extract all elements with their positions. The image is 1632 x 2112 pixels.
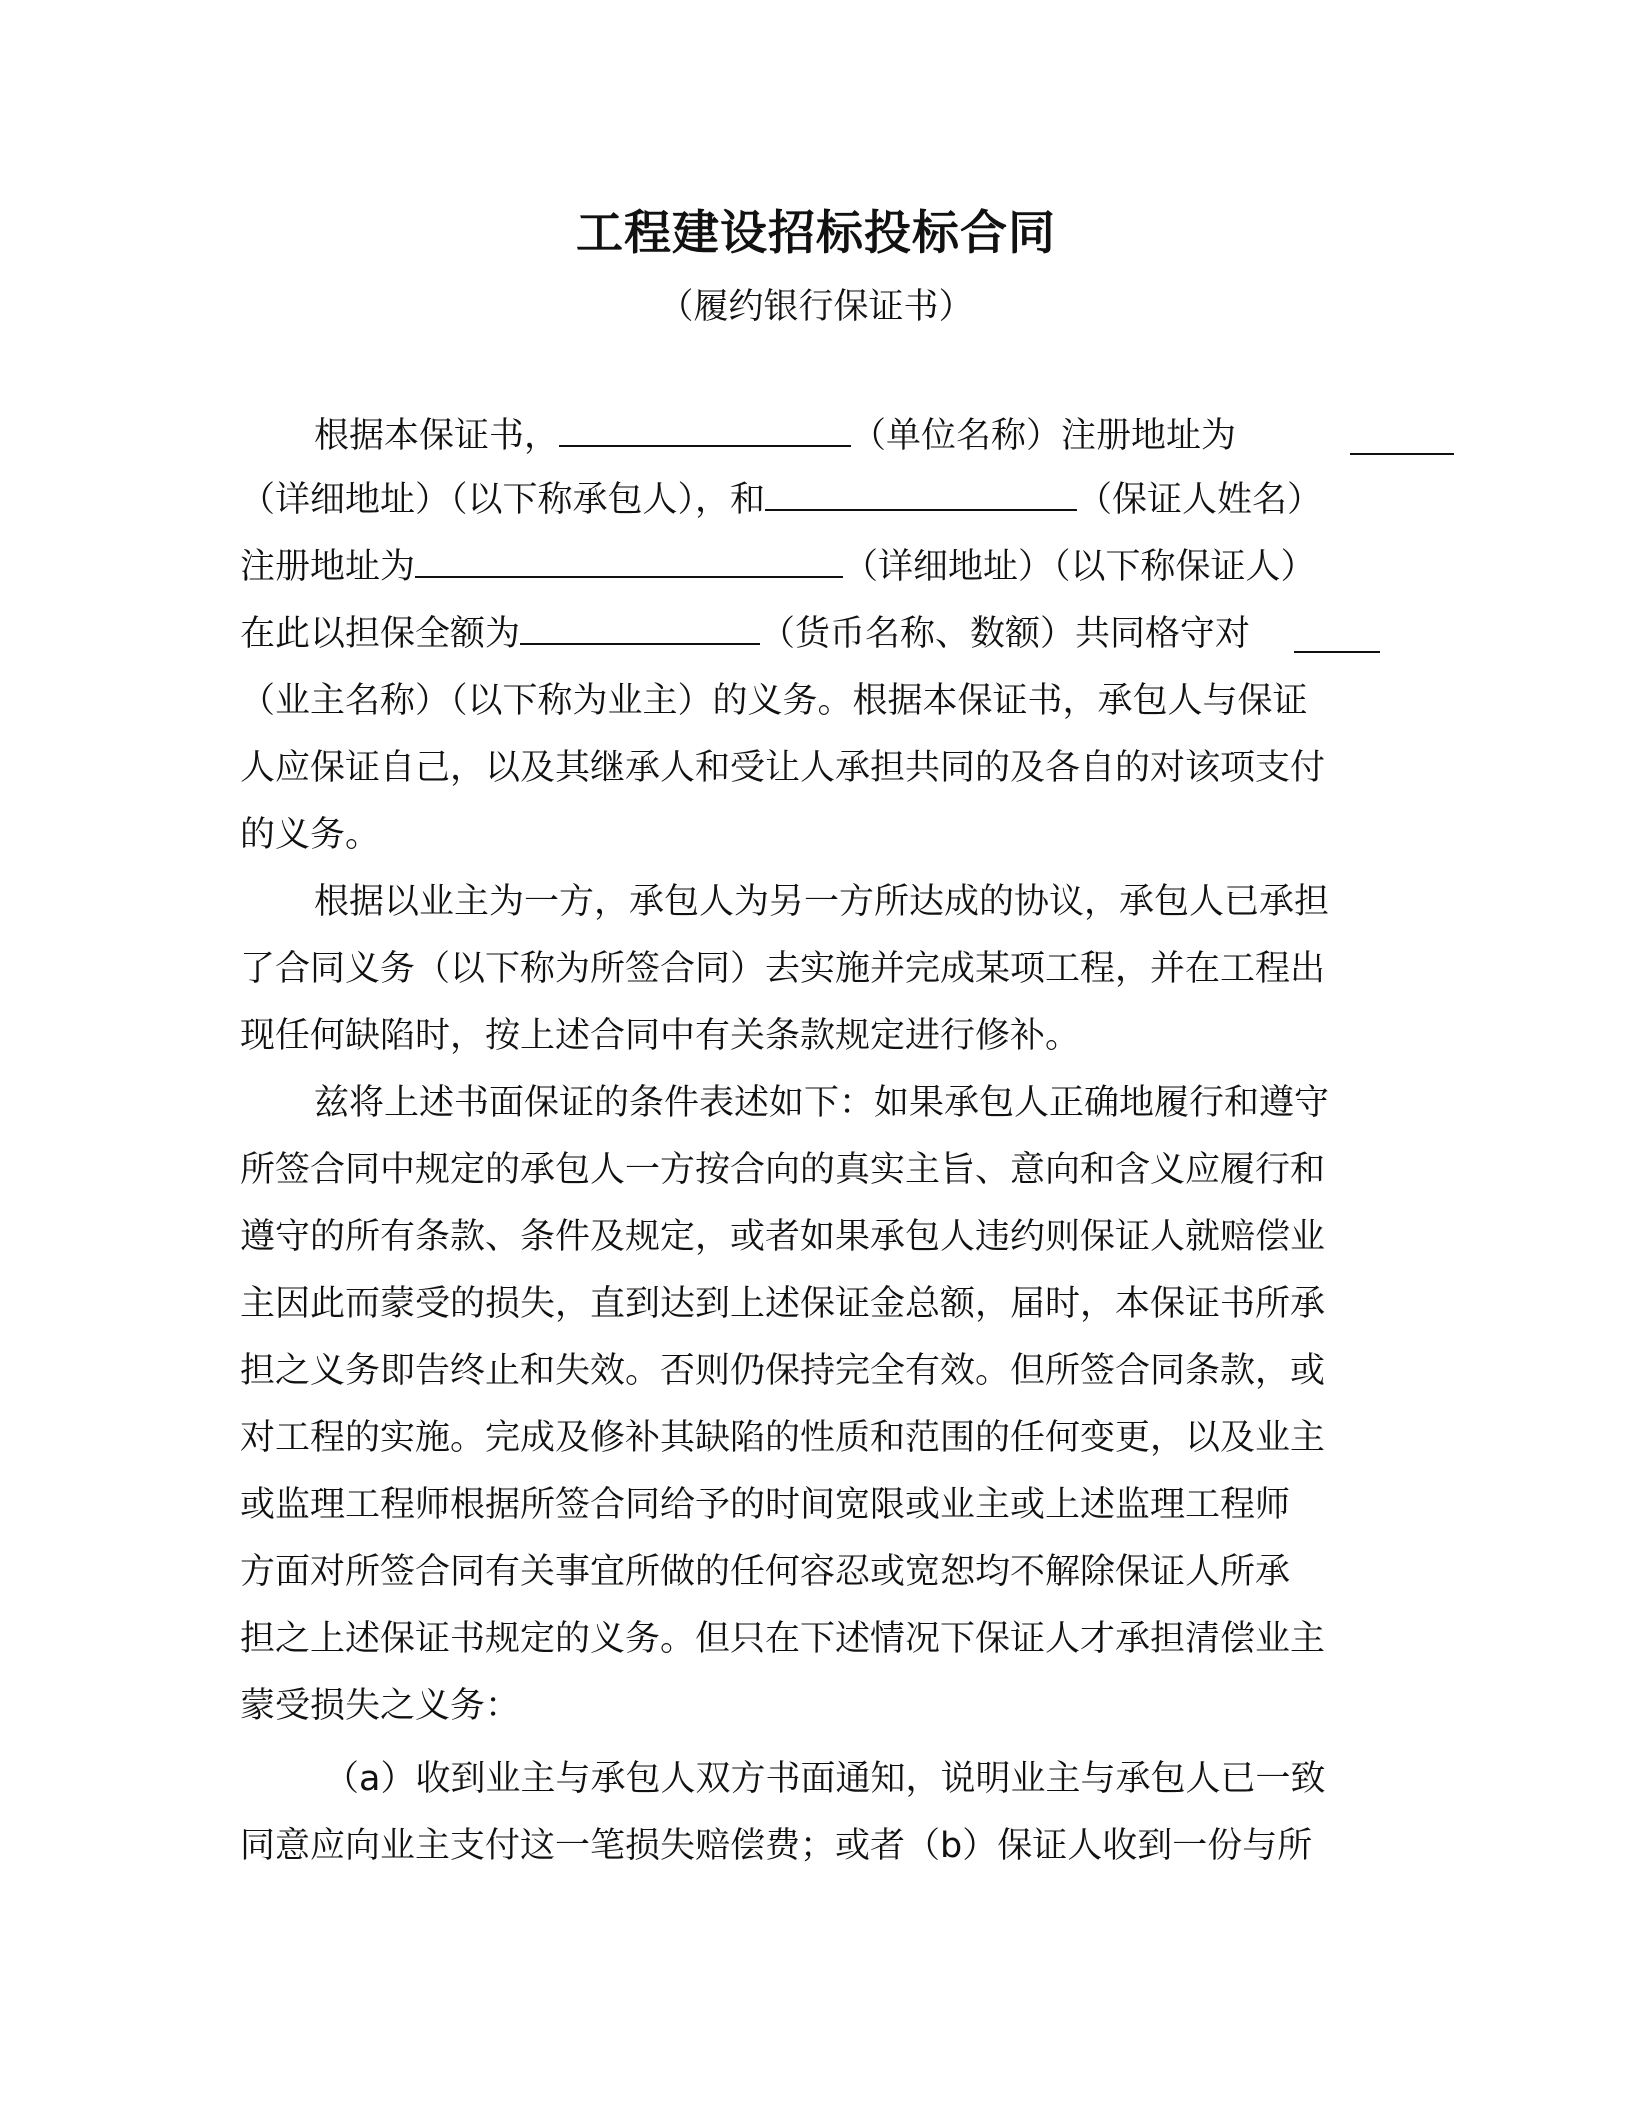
p4-line-2: 同意应向业主支付这一笔损失赔偿费；或者（b）保证人收到一份与所	[240, 1826, 1313, 1866]
p2-line-1: 根据以业主为一方，承包人为另一方所达成的协议，承包人已承担	[314, 882, 1330, 922]
p3-line-9: 担之上述保证书规定的义务。但只在下述情况下保证人才承担清偿业主	[240, 1619, 1326, 1659]
owner-name-blank[interactable]	[1294, 617, 1380, 653]
p2-line-2: 了合同义务（以下称为所签合同）去实施并完成某项工程，并在工程出	[240, 949, 1326, 989]
registered-address-blank[interactable]	[1350, 419, 1454, 455]
unit-name-blank[interactable]	[559, 411, 851, 447]
p3-line-5: 担之义务即告终止和失效。否则仍保持完全有效。但所签合同条款，或	[240, 1351, 1326, 1391]
p1-line-5: （业主名称）（以下称为业主）的义务。根据本保证书，承包人与保证	[240, 681, 1308, 721]
p1-line-4	[240, 609, 1380, 659]
p1-text: （详细地址）（以下称承包人），和	[240, 480, 766, 520]
p1-text: （单位名称）注册地址为	[851, 416, 1237, 456]
p1-line-7: 的义务。	[240, 815, 381, 855]
amount-blank[interactable]	[520, 609, 760, 645]
p1-text: 注册地址为	[240, 547, 416, 587]
p1-line-3	[240, 542, 1380, 592]
p1-line-6: 人应保证自己，以及其继承人和受让人承担共同的及各自的对该项支付	[240, 748, 1326, 788]
p3-line-2: 所签合同中规定的承包人一方按合向的真实主旨、意向和含义应履行和	[240, 1150, 1326, 1190]
p3-line-1: 兹将上述书面保证的条件表述如下：如果承包人正确地履行和遵守	[314, 1083, 1330, 1123]
p3-line-7: 或监理工程师根据所签合同给予的时间宽限或业主或上述监理工程师	[240, 1485, 1291, 1525]
p3-line-8: 方面对所签合同有关事宜所做的任何容忍或宽恕均不解除保证人所承	[240, 1552, 1291, 1592]
p3-line-10: 蒙受损失之义务：	[240, 1686, 521, 1726]
p1-text: 在此以担保全额为	[240, 614, 521, 654]
p1-text: （详细地址）（以下称保证人）	[843, 547, 1316, 587]
p4-line-1: （a）收到业主与承包人双方书面通知，说明业主与承包人已一致	[324, 1759, 1326, 1799]
guarantor-name-blank[interactable]	[765, 475, 1077, 511]
p2-line-3: 现任何缺陷时，按上述合同中有关条款规定进行修补。	[240, 1016, 1081, 1056]
document-subtitle: （履约银行保证书）	[658, 287, 974, 327]
p1-text: （货币名称、数额）共同格守对	[760, 614, 1251, 654]
p1-line-1	[240, 411, 1454, 461]
p3-line-3: 遵守的所有条款、条件及规定，或者如果承包人违约则保证人就赔偿业	[240, 1217, 1326, 1257]
p3-line-4: 主因此而蒙受的损失，直到达到上述保证金总额，届时，本保证书所承	[240, 1284, 1326, 1324]
p1-line-2	[240, 475, 1380, 525]
p1-text: 根据本保证书，	[314, 416, 560, 456]
guarantor-address-blank[interactable]	[415, 542, 843, 578]
p3-line-6: 对工程的实施。完成及修补其缺陷的性质和范围的任何变更，以及业主	[240, 1418, 1326, 1458]
document-title: 工程建设招标投标合同	[576, 206, 1056, 261]
p1-text: （保证人姓名）	[1077, 480, 1323, 520]
